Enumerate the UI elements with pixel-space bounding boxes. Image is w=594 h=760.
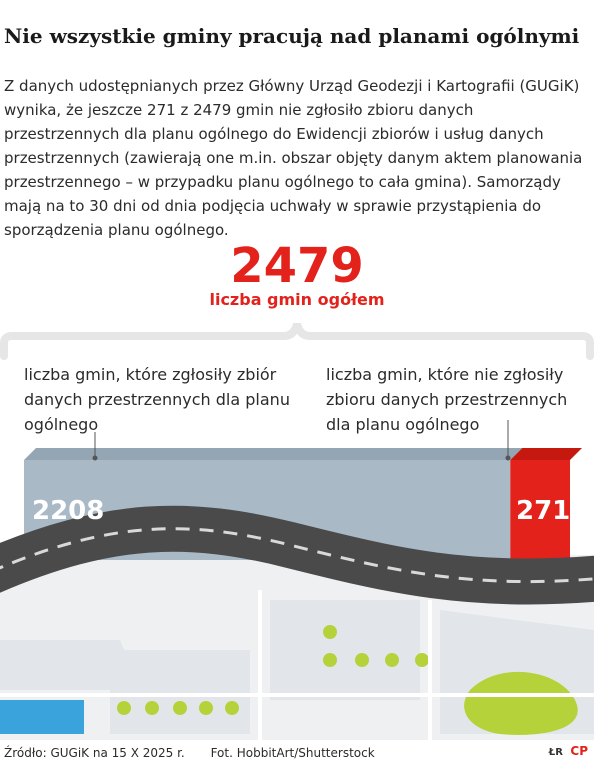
page-title: Nie wszystkie gminy pracują nad planami ogólnymi [4,24,580,48]
value-not-reported: 271 [516,496,571,526]
label-not-reported: liczba gmin, które nie zgłosiły zbioru danych przestrzennych dla planu ogólnego [326,365,568,434]
brand-logo: CP [570,744,588,758]
total-bracket [4,324,590,356]
total-label: liczba gmin ogółem [209,290,385,309]
value-reported: 2208 [32,496,105,526]
water-area [0,700,84,734]
photo-credit: Fot. HobbitArt/Shutterstock [210,746,375,760]
label-reported: liczba gmin, które zgłosiły zbiór danych przestrzennych dla planu ogólnego [24,365,290,434]
footer [4,746,397,760]
bar-top-0 [24,448,522,460]
source-text: Źródło: GUGiK na 15 X 2025 r. [4,746,185,760]
bar-top-1 [510,448,582,460]
intro-paragraph: Z danych udostępnianych przez Główny Urząd Geodezji i Kartografii (GUGiK) wynika, że jeszcze 271 z 2479 gmin nie zgłosiło zbioru danych przestrzennych dla planu ogólnego do Ewidencji zbiorów i usług danych przestrzennych (zawierają one m.in. obszar objęty danym aktem planowania przestrzennego – w przypadku planu ogólnego to cała gmina). Samorządy mają na to 30 dni od dnia podjęcia uchwały w sprawie przystąpienia do sporządzenia planu ogólnego. [4,77,583,239]
credits [549,744,588,758]
total-value: 2479 [230,238,364,294]
author-initials: ŁR [548,747,563,758]
